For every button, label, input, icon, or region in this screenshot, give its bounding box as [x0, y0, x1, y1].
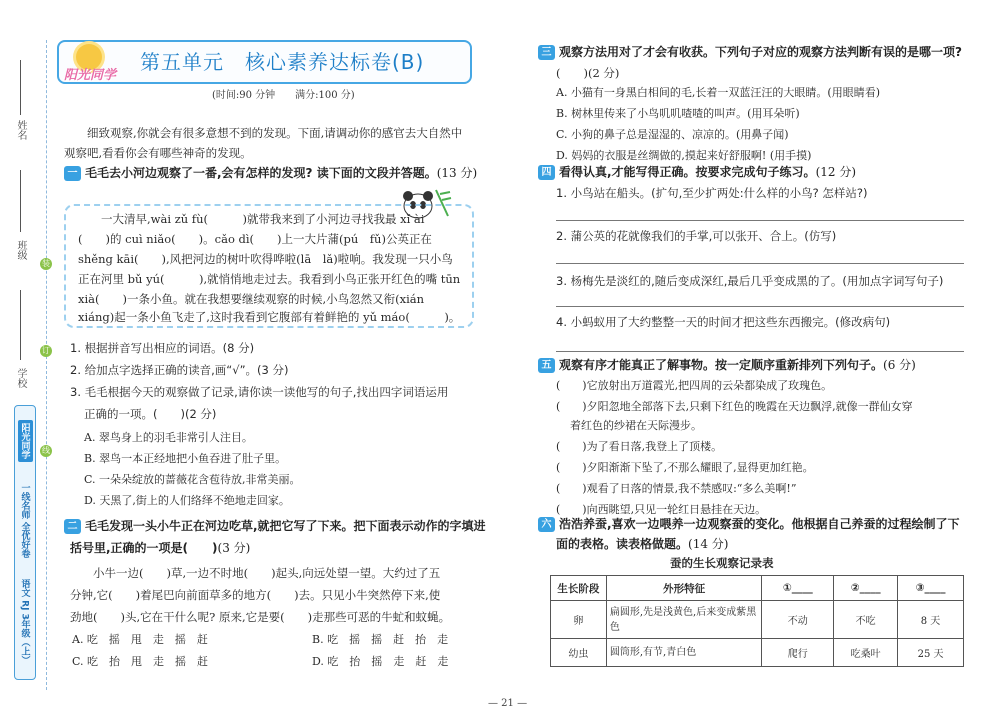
question-6-heading — [538, 514, 960, 534]
binding-dot: 线 — [42, 446, 50, 455]
answer-bracket[interactable]: ( )(2 分) — [556, 66, 620, 80]
column-header: 生长阶段 — [551, 576, 607, 601]
sub-question: 4. 小蚂蚁用了大约整整一天的时间才把这些东西搬完。(修改病句) — [556, 315, 891, 329]
column-header[interactable]: ②____ — [834, 576, 898, 601]
column-header[interactable]: ①____ — [762, 576, 834, 601]
choice-c[interactable]: C. 小狗的鼻子总是湿湿的、凉凉的。(用鼻子闻) — [556, 128, 789, 141]
binding-dot: 装 — [42, 259, 50, 268]
answer-line[interactable] — [556, 351, 964, 352]
class-underline — [20, 170, 21, 232]
binding-dot: 订 — [42, 346, 50, 355]
option-d[interactable]: D. 吃 抬 摇 走 赶 走 — [312, 655, 449, 668]
points: (3 分) — [217, 541, 251, 555]
choice-a[interactable]: A. 小猫有一身黑白相间的毛,长着一双蓝汪汪的大眼睛。(用眼睛看) — [556, 86, 881, 99]
passage-line: xià( )一条小鱼。就在我想要继续观察的时候,小鸟忽然又衔(xián — [78, 292, 425, 306]
question-number-badge: 四 — [538, 165, 555, 180]
option-b[interactable]: B. 吃 摇 摇 赶 抬 走 — [312, 633, 449, 646]
sentence-item[interactable]: ( )向西眺望,只见一轮红日悬挂在天边。 — [556, 503, 767, 516]
answer-line[interactable] — [556, 306, 964, 307]
class-label: 班级 — [15, 240, 26, 260]
question-text: 观察方法用对了才会有收获。下列句子对应的观察方法判断有误的是哪一项? — [559, 45, 962, 59]
points: (13 分) — [436, 166, 478, 180]
table-title: 蚕的生长观察记录表 — [670, 556, 774, 570]
points: (14 分) — [688, 537, 729, 551]
question-text[interactable]: 括号里,正确的一项是( ) — [70, 541, 218, 555]
page-title: 第五单元 核心素养达标卷(B) — [140, 50, 425, 74]
question-text: 看得认真,才能写得正确。按要求完成句子练习。 — [559, 165, 816, 179]
sub-question: 2. 给加点字选择正确的读音,画“√”。(3 分) — [70, 363, 289, 377]
table-cell: 不动 — [762, 601, 834, 639]
question-number-badge: 二 — [64, 519, 81, 534]
school-underline — [20, 290, 21, 360]
school-label: 学校 — [15, 368, 26, 388]
table-cell: 卵 — [551, 601, 607, 639]
question-2-heading-cont — [70, 538, 250, 558]
points: (6 分) — [883, 358, 916, 372]
sentence-item-cont: 着红色的纱裙在天际漫步。 — [570, 419, 702, 432]
points: (12 分) — [815, 165, 857, 179]
name-underline — [20, 60, 21, 115]
passage-line: xiáng)起一条小鱼飞走了,这时我看到它腹部有着鲜艳的 yǔ máo( )。 — [78, 310, 461, 324]
question-number-badge: 三 — [538, 45, 555, 60]
name-label: 姓名 — [15, 120, 26, 140]
page-number: — 21 — — [488, 698, 528, 709]
spine-slogan: 一线名师 全优好卷 — [19, 483, 30, 559]
question-text: 面的表格。读表格做题。 — [556, 537, 689, 551]
binding-line — [46, 40, 47, 690]
passage-line: shěng kāi( ),风把河边的树叶吹得哗啦(lā lǎ)啦响。我发现一只小鸟 — [78, 252, 453, 266]
sub-question: 2. 蒲公英的花就像我们的手掌,可以张开、合上。(仿写) — [556, 229, 837, 243]
table-cell: 25 天 — [898, 639, 964, 667]
table-cell: 爬行 — [762, 639, 834, 667]
table-row — [551, 601, 964, 639]
spine-subject: 语文 RJ 3年级（上） — [19, 578, 30, 665]
passage-line: 分钟,它( )着尾巴向前面草多的地方( )去。只见小牛突然停下来,使 — [70, 588, 441, 602]
table-cell: 不吃 — [834, 601, 898, 639]
option-a[interactable]: A. 吃 摇 甩 走 摇 赶 — [72, 633, 208, 646]
book-spine — [14, 405, 36, 680]
question-number-badge: 五 — [538, 358, 555, 373]
intro-line: 观察吧,看看你会有哪些神奇的发现。 — [64, 146, 252, 160]
sentence-item[interactable]: ( )观看了日落的情景,我不禁感叹:“多么美啊!” — [556, 482, 797, 495]
choice-d[interactable]: D. 妈妈的衣服是丝绸做的,摸起来好舒服啊! (用手摸) — [556, 149, 812, 162]
spine-series: 阳光同学 — [18, 420, 33, 462]
passage-line: 小牛一边( )草,一边不时地( )起头,向远处望一望。大约过了五 — [70, 566, 441, 580]
sentence-item[interactable]: ( )为了看日落,我登上了顶楼。 — [556, 440, 723, 453]
table-header-row — [551, 576, 964, 601]
column-header: 外形特征 — [606, 576, 761, 601]
table-cell: 圆筒形,有节,青白色 — [606, 639, 761, 667]
table-cell: 扁圆形,先是浅黄色,后来变成紫黑色 — [606, 601, 761, 639]
sub-question: 3. 毛毛根据今天的观察做了记录,请你读一读他写的句子,找出四字词语运用 — [70, 385, 449, 399]
passage-line: ( )的 cuì niǎo( )。cǎo dì( )上一大片蒲(pú fǔ)公英正在 — [78, 232, 432, 246]
passage-line: 正在河里 bǔ yú( ),就悄悄地走过去。我看到小鸟正张开红色的嘴 tūn — [78, 272, 461, 286]
question-2-heading — [64, 516, 486, 536]
table-row — [551, 639, 964, 667]
sentence-item[interactable]: ( )它放射出万道霞光,把四周的云朵都染成了玫瑰色。 — [556, 379, 833, 392]
table-cell: 8 天 — [898, 601, 964, 639]
choice-b[interactable]: B. 翠鸟一本正经地把小鱼吞进了肚子里。 — [84, 452, 287, 465]
choice-a[interactable]: A. 翠鸟身上的羽毛非常引人注目。 — [84, 431, 253, 444]
answer-line[interactable] — [556, 263, 964, 264]
sentence-item[interactable]: ( )夕阳渐渐下坠了,不那么耀眼了,显得更加红艳。 — [556, 461, 814, 474]
column-header[interactable]: ③____ — [898, 576, 964, 601]
question-1-heading — [64, 163, 477, 183]
passage-line: 一大清早,wài zǔ fù( )就带我来到了小河边寻找我最 xǐ ài — [78, 212, 425, 226]
time-info: (时间:90 分钟 满分:100 分) — [212, 90, 355, 101]
choice-d[interactable]: D. 天黑了,街上的人们络绎不绝地走回家。 — [84, 494, 290, 507]
logo-text: 阳光同学 — [64, 68, 117, 83]
question-text: 观察有序才能真正了解事物。按一定顺序重新排列下列句子。 — [559, 358, 884, 372]
option-c[interactable]: C. 吃 抬 甩 走 摇 赶 — [72, 655, 209, 668]
choice-b[interactable]: B. 树林里传来了小鸟叽叽喳喳的叫声。(用耳朵听) — [556, 107, 800, 120]
question-5-heading — [538, 355, 916, 375]
table-cell: 幼虫 — [551, 639, 607, 667]
sub-question[interactable]: 正确的一项。( )(2 分) — [84, 407, 217, 421]
question-3-heading — [538, 42, 962, 62]
sentence-item[interactable]: ( )夕阳忽地全部落下去,只剩下红色的晚霞在天边飘浮,就像一群仙女穿 — [556, 400, 913, 413]
sub-question: 1. 小鸟站在船头。(扩句,至少扩两处:什么样的小鸟? 怎样站?) — [556, 186, 868, 200]
intro-line: 细致观察,你就会有很多意想不到的发现。下面,请调动你的感官去大自然中 — [64, 126, 463, 140]
question-number-badge: 一 — [64, 166, 81, 181]
silkworm-table — [550, 575, 964, 667]
choice-c[interactable]: C. 一朵朵绽放的蔷薇花含苞待放,非常美丽。 — [84, 473, 301, 486]
question-6-heading-cont — [556, 534, 728, 554]
question-text: 毛毛去小河边观察了一番,会有怎样的发现? 读下面的文段并答题。 — [85, 166, 437, 180]
sunshine-logo — [62, 42, 128, 82]
question-text: 浩浩养蚕,喜欢一边喂养一边观察蚕的变化。他根据自己养蚕的过程绘制了下 — [559, 517, 960, 531]
answer-line[interactable] — [556, 220, 964, 221]
sub-question: 1. 根据拼音写出相应的词语。(8 分) — [70, 341, 255, 355]
passage-line: 劲地( )头,它在干什么呢? 原来,它是要( )走那些可恶的牛虻和蚊蝇。 — [70, 610, 451, 624]
sub-question: 3. 杨梅先是淡红的,随后变成深红,最后几乎变成黑的了。(用加点字词写句子) — [556, 274, 944, 288]
question-number-badge: 六 — [538, 517, 555, 532]
table-cell: 吃桑叶 — [834, 639, 898, 667]
question-text: 毛毛发现一头小牛正在河边吃草,就把它写了下来。把下面表示动作的字填进 — [85, 519, 486, 533]
question-4-heading — [538, 162, 856, 182]
